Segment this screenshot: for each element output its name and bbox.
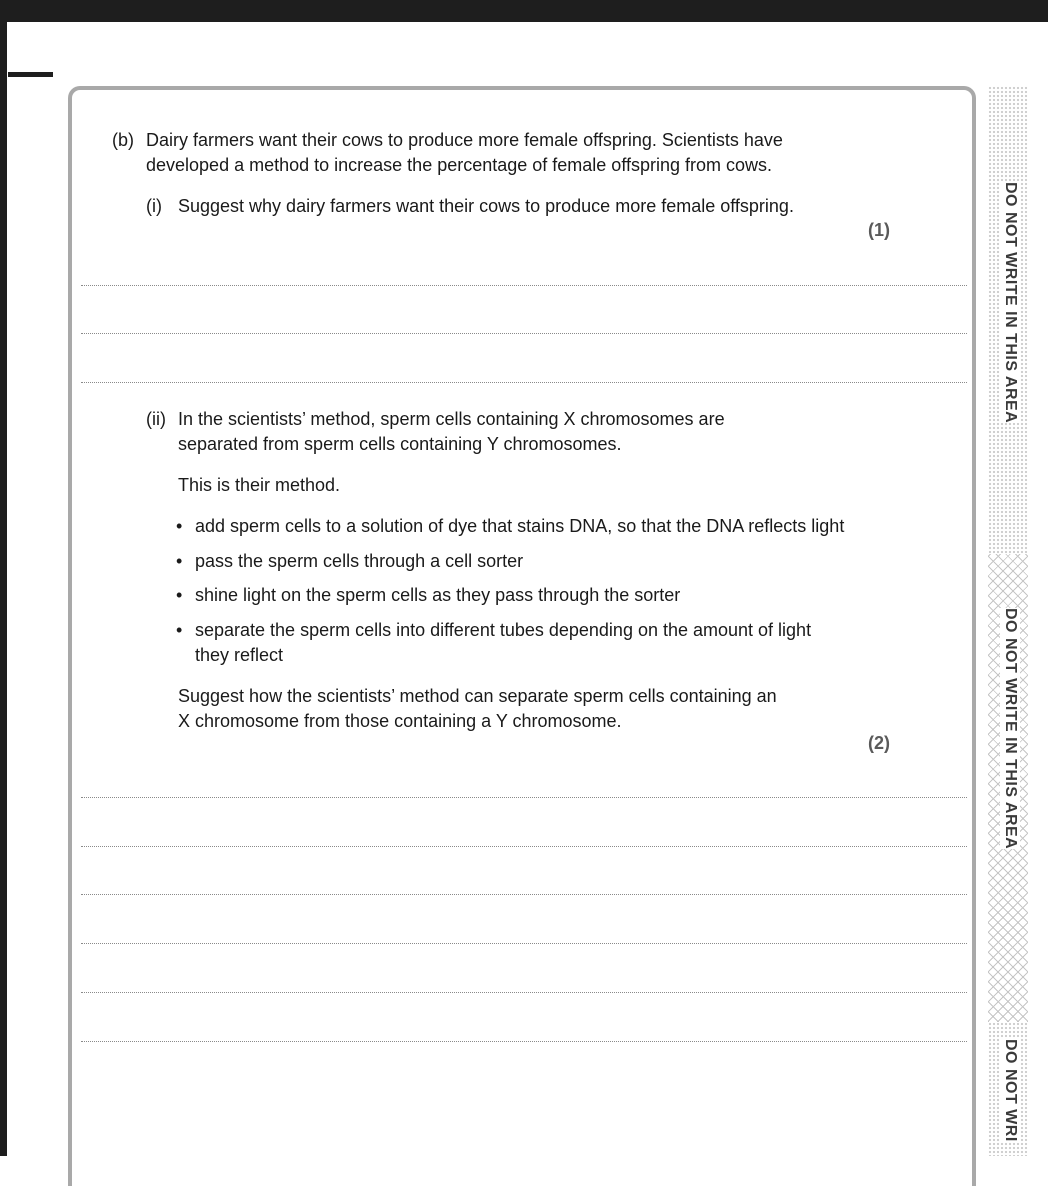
part-b-intro-line2: developed a method to increase the percentage of female offspring from cows.	[146, 155, 773, 175]
q-i-label: (i)	[146, 196, 162, 216]
margin-warning-text: DO NOT WRITE IN THIS AREA	[1002, 608, 1019, 850]
part-b-intro-line1: Dairy farmers want their cows to produce more female offspring. Scientists have	[146, 130, 783, 150]
answer-line[interactable]	[81, 382, 967, 383]
answer-line[interactable]	[81, 333, 967, 334]
top-border	[0, 0, 1048, 22]
answer-line[interactable]	[81, 992, 967, 993]
bullet-item-continuation: they reflect	[195, 645, 284, 665]
answer-line[interactable]	[81, 894, 967, 895]
answer-line[interactable]	[81, 797, 967, 798]
left-border	[0, 0, 7, 1156]
bullet-item: separate the sperm cells into different tubes depending on the amount of light	[195, 620, 812, 640]
margin-warning-text: DO NOT WRITE IN THIS AREA	[1002, 182, 1019, 424]
answer-line[interactable]	[81, 943, 967, 944]
bullet-icon: •	[176, 585, 183, 605]
answer-line[interactable]	[81, 846, 967, 847]
do-not-write-margin	[988, 86, 1028, 1156]
answer-line[interactable]	[81, 285, 967, 286]
bullet-icon: •	[176, 620, 183, 640]
q-ii-question-line1: Suggest how the scientists’ method can separate sperm cells containing an	[178, 686, 777, 706]
margin-warning-text-partial: DO NOT WRI	[1002, 1039, 1019, 1142]
bullet-icon: •	[176, 551, 183, 571]
q-i-marks: (1)	[868, 220, 890, 240]
bullet-item: add sperm cells to a solution of dye that stains DNA, so that the DNA reflects light	[195, 516, 845, 536]
bullet-icon: •	[176, 516, 183, 536]
q-ii-text-line1: In the scientists’ method, sperm cells containing X chromosomes are	[178, 409, 725, 429]
q-ii-marks: (2)	[868, 733, 890, 753]
margin-mark	[8, 72, 53, 77]
q-ii-label: (ii)	[146, 409, 166, 429]
bullet-item: pass the sperm cells through a cell sorter	[195, 551, 524, 571]
part-b-label: (b)	[112, 130, 134, 150]
q-ii-text-line2: separated from sperm cells containing Y chromosomes.	[178, 434, 622, 454]
q-ii-question-line2: X chromosome from those containing a Y chromosome.	[178, 711, 622, 731]
bullet-item: shine light on the sperm cells as they pass through the sorter	[195, 585, 681, 605]
q-i-text: Suggest why dairy farmers want their cows to produce more female offspring.	[178, 196, 794, 216]
method-intro: This is their method.	[178, 475, 341, 495]
answer-line[interactable]	[81, 1041, 967, 1042]
